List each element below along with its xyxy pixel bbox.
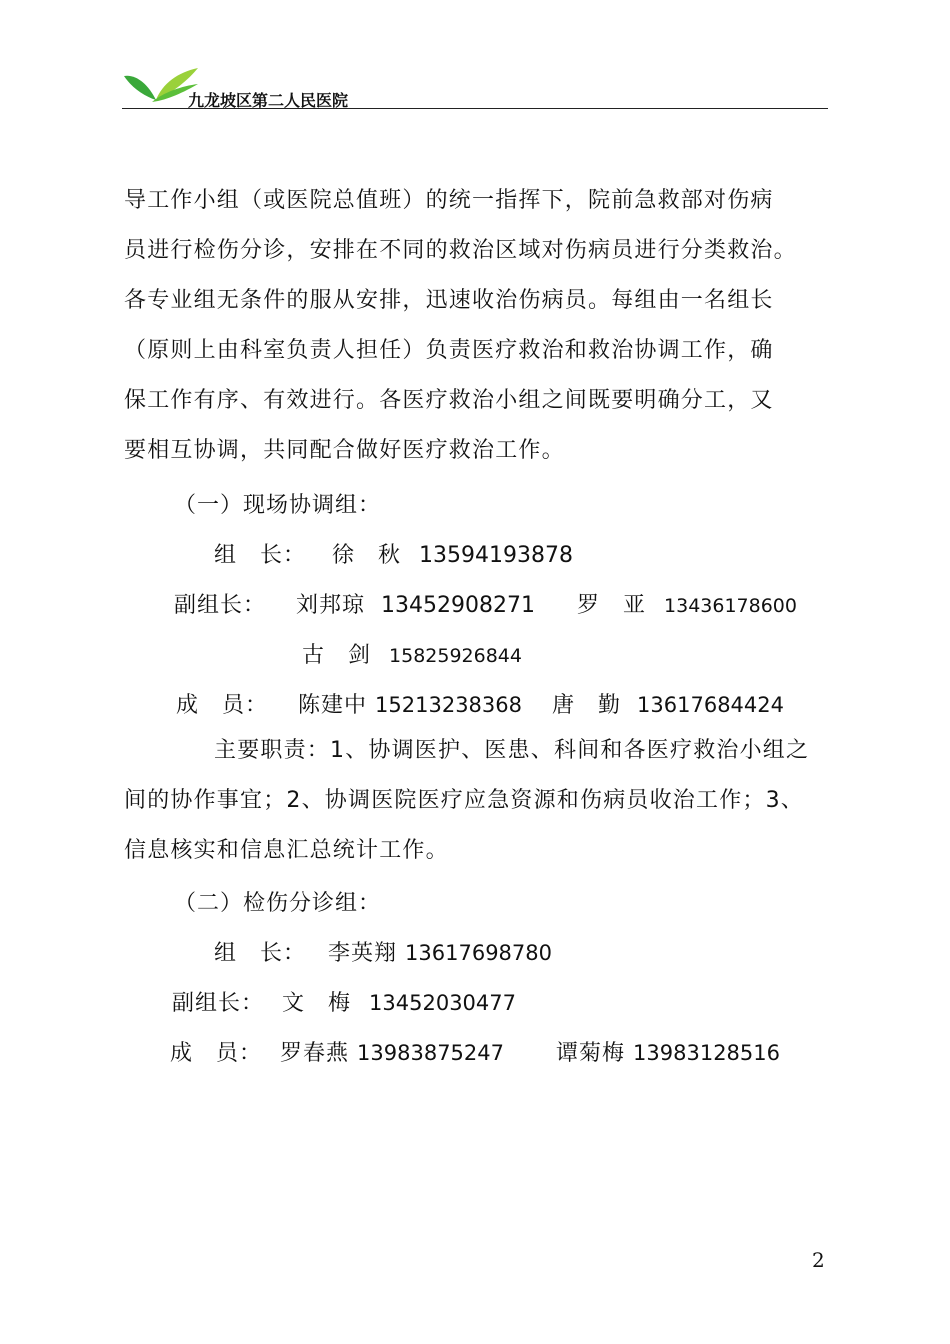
paragraph-line: 保工作有序、有效进行。各医疗救治小组之间既要明确分工，又 (124, 388, 774, 413)
leader-phone: 13617698780 (405, 941, 553, 965)
member-name: 唐 勤 (552, 693, 622, 718)
deputy-phone: 13452908271 (381, 593, 535, 618)
header-divider (122, 108, 828, 109)
paragraph-line: 员进行检伤分诊，安排在不同的救治区域对伤病员进行分类救治。 (124, 238, 797, 263)
duties-line: 主要职责：1、协调医护、医患、科间和各医疗救治小组之 (214, 738, 810, 763)
member-name: 罗春燕 (280, 1041, 350, 1066)
deputy-name: 罗 亚 (577, 593, 647, 618)
duties-line: 间的协作事宜；2、协调医院医疗应急资源和伤病员收治工作；3、 (124, 788, 804, 813)
section-heading: （二）检伤分诊组： (174, 891, 382, 916)
page-header (122, 62, 828, 110)
paragraph-line: 要相互协调，共同配合做好医疗救治工作。 (124, 438, 565, 463)
member-row (170, 1036, 780, 1067)
section-heading: （一）现场协调组： (174, 493, 382, 518)
duties-paragraph (124, 726, 844, 876)
deputy-name: 文 梅 (282, 991, 352, 1016)
deputy-name: 刘邦琼 (296, 593, 366, 618)
member-row (176, 688, 784, 719)
deputy-phone: 13452030477 (369, 991, 517, 1015)
deputy-label: 副组长： (174, 593, 267, 618)
page-number: 2 (812, 1248, 825, 1272)
member-phone: 13983128516 (633, 1041, 781, 1065)
deputy-row (174, 588, 797, 619)
hospital-name: 九龙坡区第二人民医院 (188, 91, 349, 110)
deputy-row (172, 986, 516, 1017)
leader-row (214, 936, 552, 967)
leader-row (214, 538, 573, 569)
paragraph-line: 导工作小组（或医院总值班）的统一指挥下，院前急救部对伤病 (124, 188, 774, 213)
member-phone: 13983875247 (357, 1041, 505, 1065)
leader-phone: 13594193878 (419, 543, 573, 568)
leader-label: 组 长： (214, 941, 307, 966)
member-label: 成 员： (170, 1041, 263, 1066)
member-phone: 15213238368 (375, 693, 523, 717)
duties-line: 信息核实和信息汇总统计工作。 (124, 838, 449, 863)
member-name: 陈建中 (298, 693, 368, 718)
deputy-label: 副组长： (172, 991, 265, 1016)
paragraph-line: 各专业组无条件的服从安排，迅速收治伤病员。每组由一名组长 (124, 288, 774, 313)
paragraph-line: （原则上由科室负责人担任）负责医疗救治和救治协调工作，确 (124, 338, 774, 363)
body-paragraph (124, 176, 844, 476)
deputy-row (302, 638, 522, 669)
leader-name: 李英翔 (328, 941, 398, 966)
deputy-phone: 13436178600 (664, 595, 797, 617)
member-label: 成 员： (176, 693, 269, 718)
leader-label: 组 长： (214, 543, 307, 568)
leader-name: 徐 秋 (332, 543, 402, 568)
deputy-phone: 15825926844 (389, 645, 522, 667)
deputy-name: 古 剑 (302, 643, 372, 668)
member-name: 谭菊梅 (556, 1041, 626, 1066)
member-phone: 13617684424 (637, 693, 785, 717)
